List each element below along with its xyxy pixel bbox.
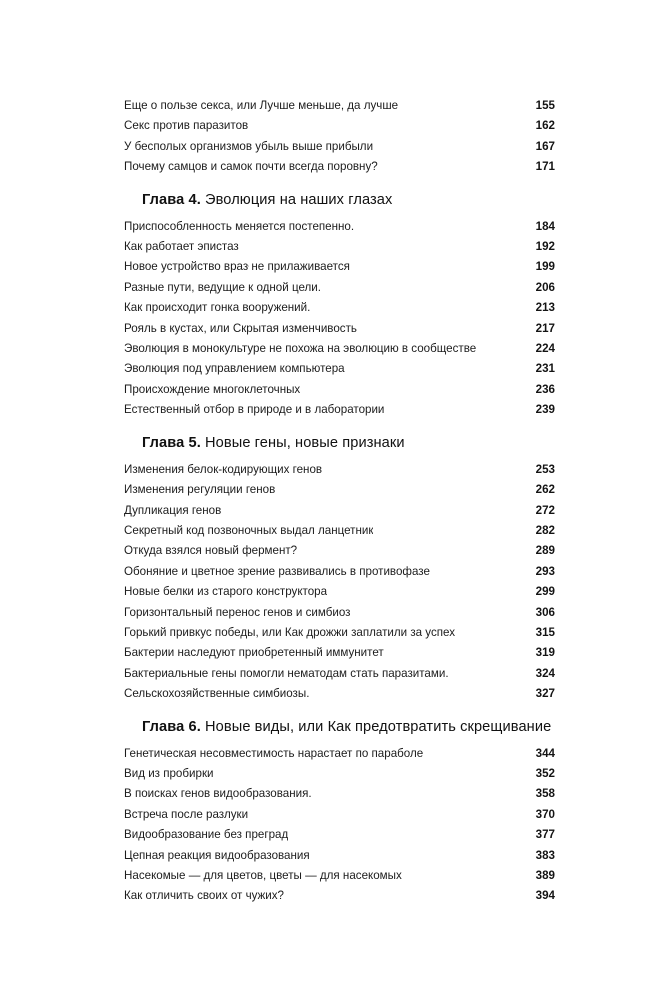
toc-entry-page-number: 236 bbox=[535, 382, 555, 396]
toc-entry[interactable] bbox=[124, 623, 555, 643]
toc-entry[interactable] bbox=[124, 603, 555, 623]
toc-entry[interactable] bbox=[124, 359, 555, 379]
toc-entry-page-number: 327 bbox=[535, 687, 555, 701]
toc-entry[interactable] bbox=[124, 541, 555, 561]
toc-entry[interactable] bbox=[124, 643, 555, 663]
toc-entry[interactable] bbox=[124, 217, 555, 237]
toc-entry-page-number: 358 bbox=[535, 787, 555, 801]
toc-section bbox=[124, 96, 555, 178]
dot-leader bbox=[431, 574, 532, 575]
dot-leader bbox=[249, 817, 532, 818]
chapter-heading bbox=[124, 421, 555, 460]
toc-entry-page-number: 394 bbox=[535, 889, 555, 903]
toc-entry-page-number: 306 bbox=[535, 605, 555, 619]
toc-entry[interactable] bbox=[124, 501, 555, 521]
toc-entry-title: Еще о пользе секса, или Лучше меньше, да лучше bbox=[124, 99, 399, 112]
toc-entry-title: Новое устройство вразּ не прилаживается bbox=[124, 260, 350, 274]
chapter-heading bbox=[124, 178, 555, 217]
toc-entry-page-number: 231 bbox=[535, 362, 555, 376]
toc-entry-page-number: 352 bbox=[535, 766, 555, 780]
toc-entry-title: Горизонтальный перенос генов и симбиоз bbox=[124, 605, 351, 619]
table-of-contents bbox=[124, 96, 555, 907]
dot-leader bbox=[311, 858, 532, 859]
dot-leader bbox=[450, 676, 532, 677]
dot-leader bbox=[403, 878, 532, 879]
toc-entry[interactable] bbox=[124, 96, 555, 116]
dot-leader bbox=[222, 513, 532, 514]
toc-entry-title: Откуда взялся новый фермент? bbox=[124, 544, 298, 558]
dot-leader bbox=[240, 249, 532, 250]
toc-entry-title: Генетическая несовместимость нарастает по параболе bbox=[124, 746, 424, 760]
toc-entry[interactable] bbox=[124, 825, 555, 845]
dot-leader bbox=[385, 412, 532, 413]
toc-entry[interactable] bbox=[124, 764, 555, 784]
dot-leader bbox=[328, 594, 532, 595]
toc-entry-title: Рояль в кустах, или Скрытая изменчивость bbox=[124, 321, 357, 335]
toc-entry[interactable] bbox=[124, 886, 555, 906]
toc-entry-page-number: 272 bbox=[535, 503, 555, 517]
toc-entry[interactable] bbox=[124, 684, 555, 704]
toc-entry-title: Разные пути, ведущие к одной цели. bbox=[124, 280, 321, 294]
toc-entry[interactable] bbox=[124, 664, 555, 684]
toc-section bbox=[124, 705, 555, 907]
toc-entry[interactable] bbox=[124, 582, 555, 602]
toc-entry-title: Как происходит гонка вооружений. bbox=[124, 301, 311, 315]
toc-entry[interactable] bbox=[124, 380, 555, 400]
toc-entry-title: Бактериальные гены помогли нематодам стать паразитами. bbox=[124, 666, 449, 680]
toc-entry-page-number: 192 bbox=[535, 240, 555, 254]
toc-entry-page-number: 344 bbox=[535, 746, 555, 760]
toc-entry[interactable] bbox=[124, 784, 555, 804]
toc-entry-list bbox=[124, 217, 555, 421]
toc-entry-page-number: 206 bbox=[535, 280, 555, 294]
dot-leader bbox=[301, 392, 532, 393]
chapter-title: Новые гены, новые признаки bbox=[205, 434, 405, 451]
toc-entry-title: Вид из пробирки bbox=[124, 766, 214, 780]
toc-entry-page-number: 282 bbox=[535, 523, 555, 537]
toc-entry-title: Секретный код позвоночных выдал ланцетник bbox=[124, 523, 374, 537]
dot-leader bbox=[355, 229, 532, 230]
toc-entry[interactable] bbox=[124, 137, 555, 157]
toc-entry[interactable] bbox=[124, 257, 555, 277]
toc-entry[interactable] bbox=[124, 298, 555, 318]
toc-entry-page-number: 319 bbox=[535, 646, 555, 660]
toc-entry[interactable] bbox=[124, 460, 555, 480]
dot-leader bbox=[374, 533, 532, 534]
toc-entry-title: Встреча после разлуки bbox=[124, 807, 249, 821]
toc-entry-page-number: 239 bbox=[535, 403, 555, 417]
toc-entry-title: Изменения белок-кодирующих генов bbox=[124, 462, 323, 476]
toc-entry-page-number: 370 bbox=[535, 807, 555, 821]
dot-leader bbox=[477, 351, 532, 352]
chapter-number: Глава 4. bbox=[142, 191, 201, 208]
toc-entry-title: Как работает эпистаз bbox=[124, 240, 239, 254]
toc-entry[interactable] bbox=[124, 157, 555, 177]
toc-entry[interactable] bbox=[124, 237, 555, 257]
toc-entry-page-number: 217 bbox=[535, 321, 555, 335]
toc-entry-title: Эволюция под управлением компьютера bbox=[124, 362, 345, 376]
toc-entry-page-number: 253 bbox=[535, 462, 555, 476]
toc-entry-page-number: 389 bbox=[535, 869, 555, 882]
dot-leader bbox=[374, 149, 532, 150]
toc-entry-page-number: 377 bbox=[535, 828, 555, 842]
dot-leader bbox=[456, 635, 532, 636]
toc-entry-page-number: 315 bbox=[535, 625, 555, 639]
dot-leader bbox=[313, 796, 532, 797]
dot-leader bbox=[351, 615, 532, 616]
toc-entry-page-number: 299 bbox=[535, 585, 555, 599]
toc-entry-page-number: 199 bbox=[535, 260, 555, 274]
toc-section bbox=[124, 421, 555, 705]
toc-entry-page-number: 289 bbox=[535, 544, 555, 558]
toc-entry-title: Эволюция в монокультуре не похожа на эволюцию в сообществе bbox=[124, 342, 477, 356]
dot-leader bbox=[276, 492, 532, 493]
toc-entry-page-number: 155 bbox=[535, 99, 555, 112]
toc-entry-page-number: 262 bbox=[535, 483, 555, 497]
toc-entry-title: Как отличить своих от чужих? bbox=[124, 889, 285, 903]
toc-entry-title: Насекомые — для цветов, цветы — для насекомых bbox=[124, 869, 402, 882]
toc-entry-list bbox=[124, 744, 555, 907]
chapter-title: Новые виды, или Как предотвратить скрещивание bbox=[205, 718, 552, 735]
toc-entry[interactable] bbox=[124, 521, 555, 541]
dot-leader bbox=[322, 290, 532, 291]
dot-leader bbox=[289, 837, 532, 838]
toc-entry-title: Секс против паразитов bbox=[124, 119, 249, 133]
toc-entry-title: Естественный отбор в природе и в лаборатории bbox=[124, 403, 385, 417]
toc-entry[interactable] bbox=[124, 744, 555, 764]
toc-entry-list bbox=[124, 460, 555, 705]
toc-entry[interactable] bbox=[124, 339, 555, 359]
toc-entry[interactable] bbox=[124, 116, 555, 136]
toc-entry[interactable] bbox=[124, 400, 555, 420]
toc-entry-title: В поисках генов видообразования. bbox=[124, 787, 312, 801]
dot-leader bbox=[310, 696, 532, 697]
dot-leader bbox=[346, 371, 532, 372]
toc-entry-list bbox=[124, 96, 555, 178]
toc-entry-title: Видообразование без преград bbox=[124, 828, 289, 842]
toc-entry[interactable] bbox=[124, 866, 555, 886]
dot-leader bbox=[399, 108, 532, 109]
dot-leader bbox=[351, 269, 532, 270]
dot-leader bbox=[424, 756, 532, 757]
toc-entry-title: У бесполых организмов убыль выше прибыли bbox=[124, 139, 374, 153]
toc-entry-title: Обоняние и цветное зрение развивались в противофазе bbox=[124, 564, 430, 578]
dot-leader bbox=[385, 655, 532, 656]
toc-entry-page-number: 213 bbox=[535, 301, 555, 315]
toc-entry-title: Новые белки из старого конструктора bbox=[124, 585, 328, 599]
toc-entry-title: Бактерии наследуют приобретенный иммунитет bbox=[124, 646, 384, 660]
toc-section bbox=[124, 178, 555, 421]
chapter-heading bbox=[124, 705, 555, 744]
toc-entry-title: Приспособленность меняется постепенно. bbox=[124, 219, 355, 233]
chapter-title: Эволюция на наших глазах bbox=[205, 191, 393, 208]
toc-entry[interactable] bbox=[124, 480, 555, 500]
toc-entry-title: Изменения регуляции генов bbox=[124, 483, 276, 497]
toc-entry-title: Цепная реакция видообразования bbox=[124, 848, 310, 862]
toc-entry[interactable] bbox=[124, 278, 555, 298]
toc-entry-title: Сельскохозяйственные симбиозы. bbox=[124, 687, 310, 701]
toc-entry-page-number: 167 bbox=[535, 139, 555, 153]
toc-entry-page-number: 293 bbox=[535, 564, 555, 578]
toc-entry-page-number: 171 bbox=[535, 160, 555, 174]
toc-entry-title: Почему самцов и самок почти всегда поровну? bbox=[124, 160, 378, 174]
dot-leader bbox=[379, 169, 532, 170]
dot-leader bbox=[215, 776, 533, 777]
toc-entry[interactable] bbox=[124, 319, 555, 339]
dot-leader bbox=[285, 898, 532, 899]
toc-entry-title: Происхождение многоклеточных bbox=[124, 382, 301, 396]
dot-leader bbox=[358, 331, 532, 332]
toc-entry-title: Горький привкус победы, или Как дрожжи заплатили за успех bbox=[124, 625, 456, 639]
toc-entry[interactable] bbox=[124, 805, 555, 825]
toc-entry-page-number: 162 bbox=[535, 119, 555, 133]
chapter-number: Глава 6. bbox=[142, 718, 201, 735]
dot-leader bbox=[323, 472, 532, 473]
toc-entry-page-number: 224 bbox=[535, 342, 555, 356]
toc-entry-page-number: 184 bbox=[535, 219, 555, 233]
toc-entry[interactable] bbox=[124, 846, 555, 866]
toc-entry-page-number: 324 bbox=[535, 666, 555, 680]
dot-leader bbox=[249, 128, 532, 129]
chapter-number: Глава 5. bbox=[142, 434, 201, 451]
dot-leader bbox=[311, 310, 532, 311]
dot-leader bbox=[298, 553, 532, 554]
toc-entry-title: Дупликация генов bbox=[124, 503, 222, 517]
toc-entry[interactable] bbox=[124, 562, 555, 582]
toc-entry-page-number: 383 bbox=[535, 848, 555, 862]
